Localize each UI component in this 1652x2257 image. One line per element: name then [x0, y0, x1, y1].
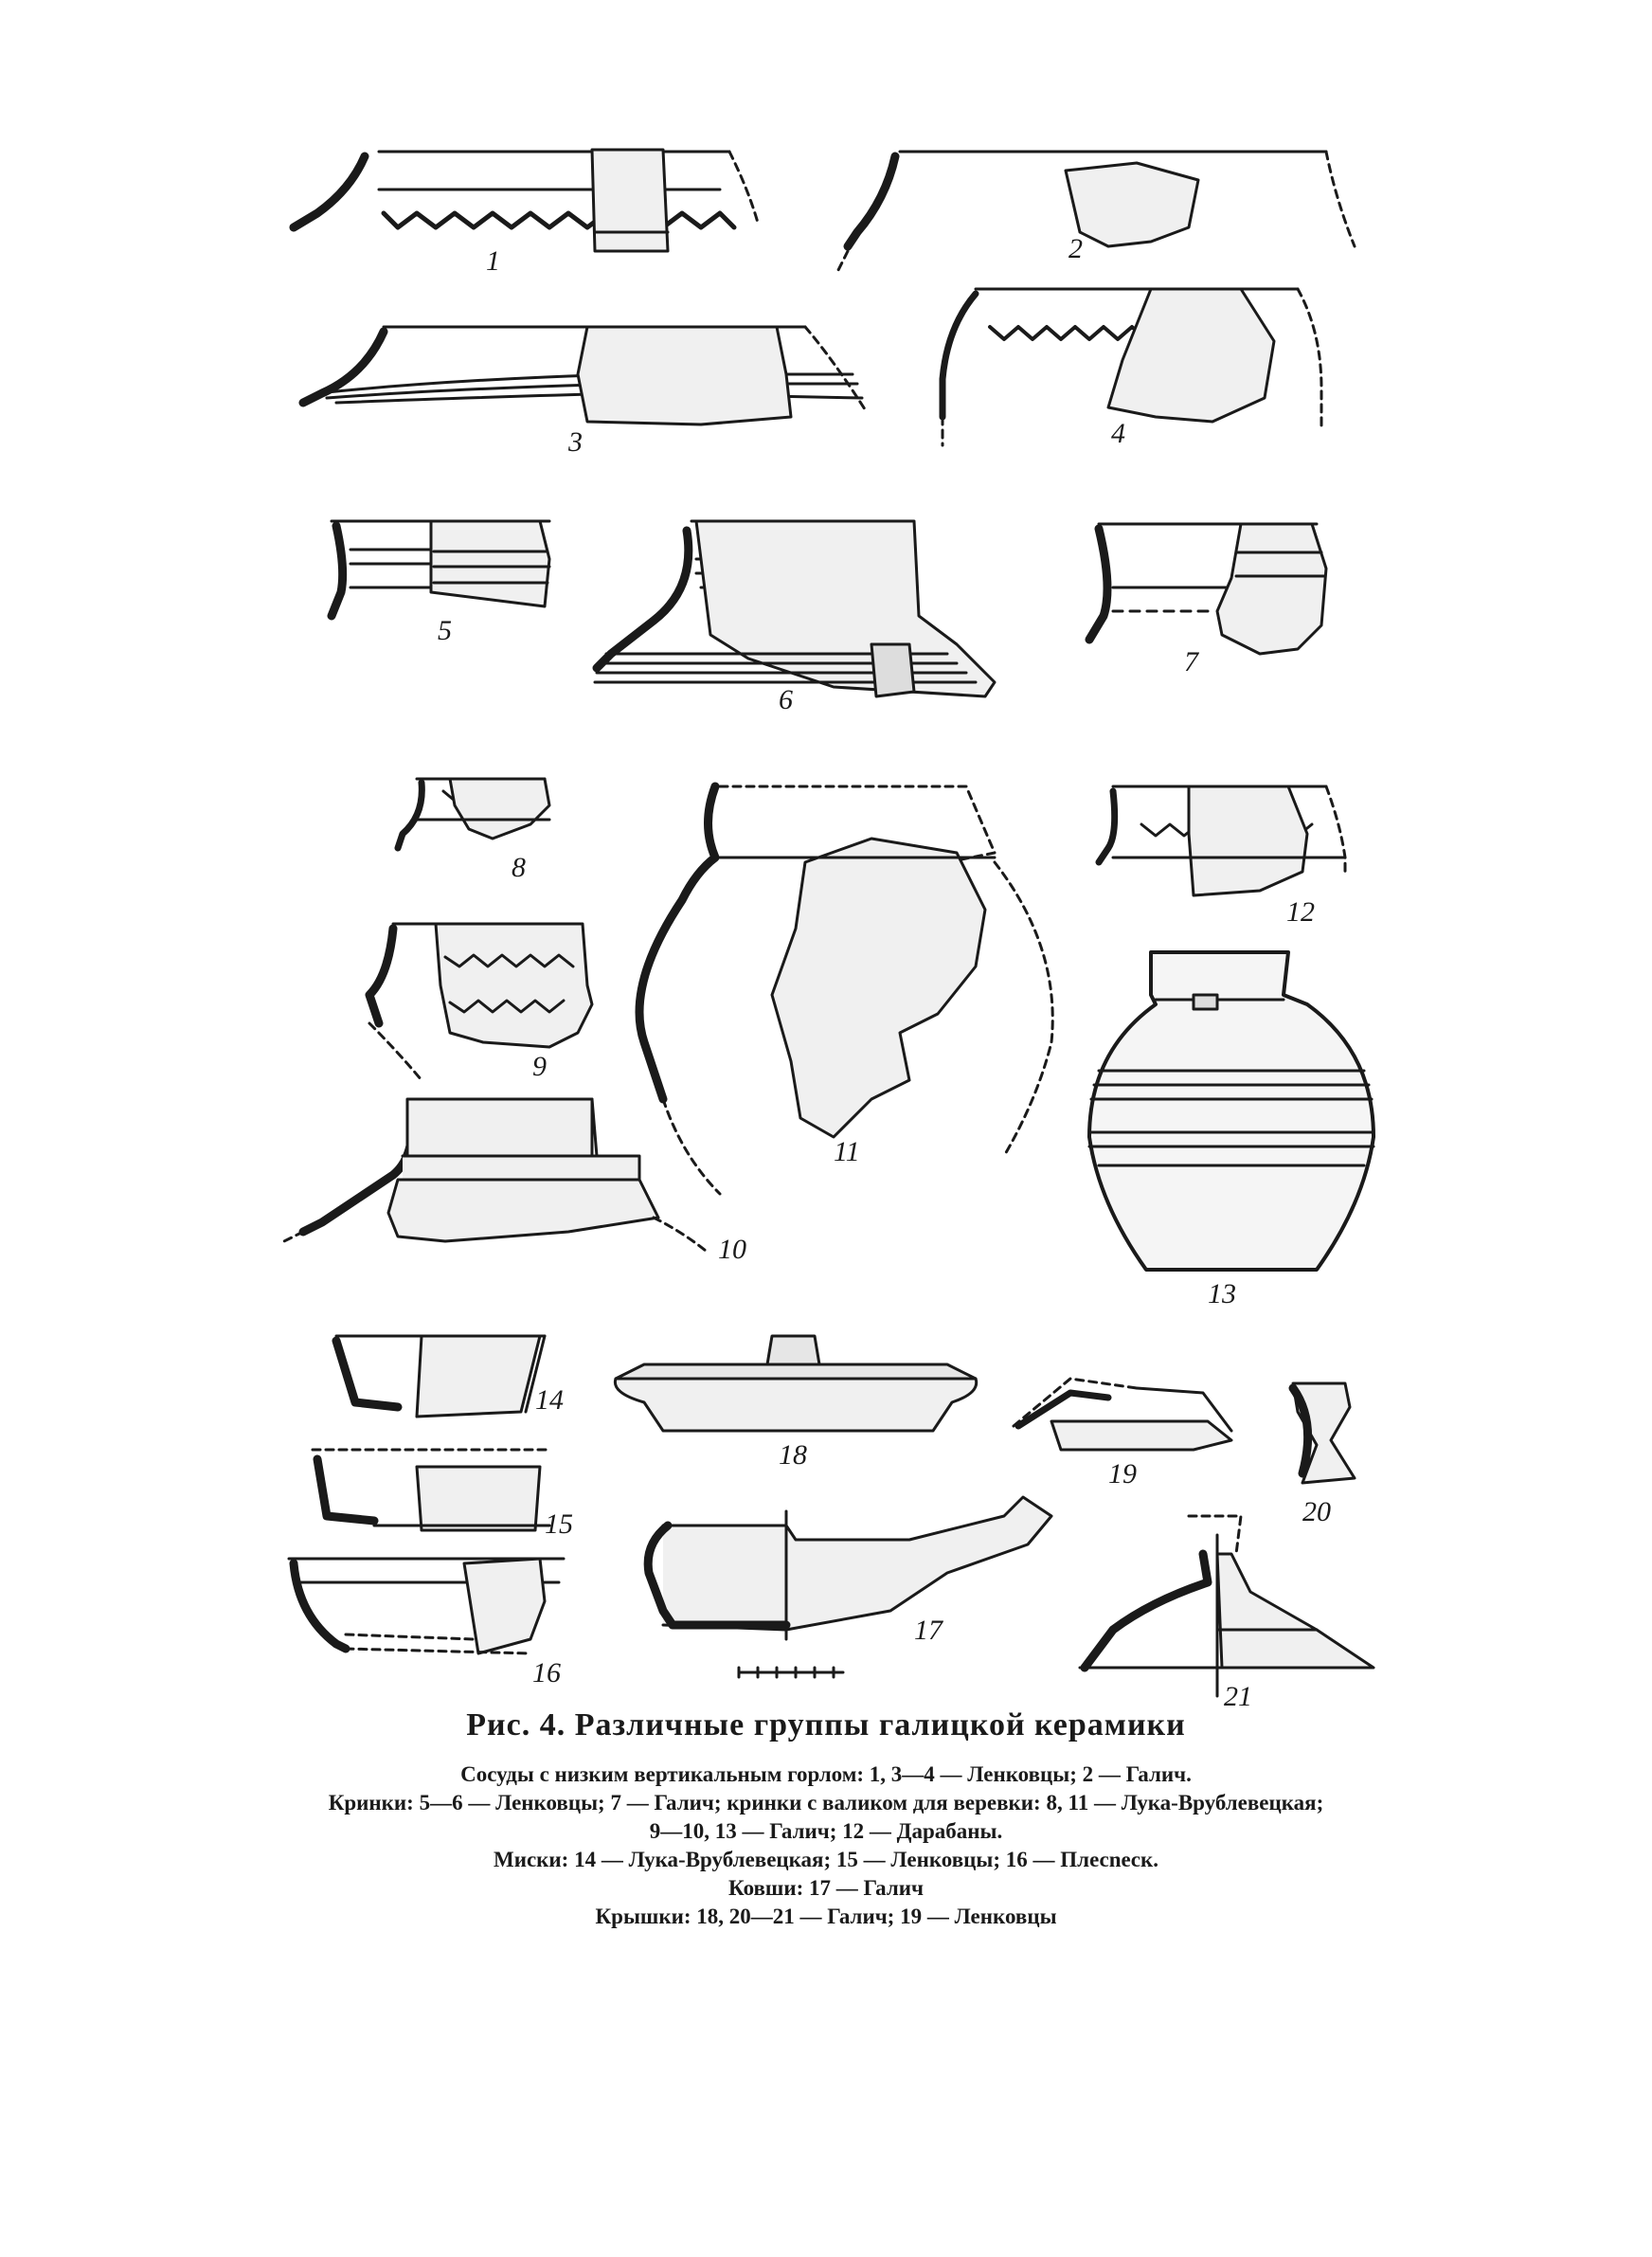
vessel-1 [294, 150, 758, 251]
vessel-21 [1080, 1516, 1374, 1696]
caption-line: 9—10, 13 — Галич; 12 — Дарабаны. [649, 1819, 1003, 1843]
figure-number-20: 20 [1302, 1496, 1331, 1527]
vessel-8 [398, 779, 549, 848]
figure-number-11: 11 [834, 1136, 860, 1167]
vessel-4 [943, 289, 1321, 445]
caption-line: Миски: 14 — Лука-Врублевецкая; 15 — Ленковцы; 16 — Плесneск. [494, 1848, 1158, 1871]
caption-line: Ковши: 17 — Галич [728, 1876, 924, 1900]
vessel-7 [1089, 524, 1326, 654]
figure-number-12: 12 [1286, 896, 1315, 928]
figure-number-14: 14 [535, 1384, 564, 1416]
caption-line: Кринки: 5—6 — Ленковцы; 7 — Галич; кринки с валиком для веревки: 8, 11 — Лука-Врублевецкая; [328, 1791, 1324, 1815]
figure-number-17: 17 [914, 1615, 943, 1646]
figure-number-18: 18 [779, 1439, 807, 1471]
caption-line: Сосуды с низким вертикальным горлом: 1, 3—4 — Ленковцы; 2 — Галич. [460, 1762, 1192, 1786]
vessel-2 [838, 152, 1355, 270]
caption-title: Рис. 4. Различные группы галицкой керамики [466, 1707, 1186, 1742]
vessel-18 [615, 1336, 976, 1431]
vessel-13 [1089, 952, 1374, 1270]
vessel-15 [313, 1450, 549, 1530]
vessel-20 [1293, 1383, 1355, 1483]
vessel-19 [1014, 1379, 1231, 1450]
vessel-17 [648, 1497, 1051, 1677]
figure-number-8: 8 [512, 852, 526, 883]
vessel-14 [336, 1336, 545, 1417]
vessel-11 [639, 786, 1052, 1194]
figure-number-1: 1 [486, 245, 500, 277]
vessel-10 [284, 1099, 706, 1251]
figure-number-5: 5 [438, 615, 452, 646]
figure-number-4: 4 [1111, 418, 1125, 449]
vessel-16 [289, 1559, 564, 1653]
figure-number-2: 2 [1068, 233, 1083, 264]
vessel-9 [369, 924, 592, 1080]
figure-number-19: 19 [1108, 1458, 1137, 1490]
figure-number-9: 9 [532, 1051, 547, 1082]
figure-number-15: 15 [545, 1508, 573, 1540]
figure-number-6: 6 [779, 684, 793, 715]
vessel-5 [332, 521, 549, 616]
figure-number-3: 3 [568, 426, 583, 458]
vessel-12 [1099, 786, 1345, 895]
figure-number-7: 7 [1184, 646, 1198, 677]
vessel-6 [595, 521, 995, 696]
figure-number-13: 13 [1208, 1278, 1236, 1309]
caption-line: Крышки: 18, 20—21 — Галич; 19 — Ленковцы [595, 1905, 1057, 1928]
figure-number-16: 16 [532, 1657, 561, 1688]
figure-number-10: 10 [718, 1234, 746, 1265]
figure-number-21: 21 [1224, 1681, 1252, 1712]
vessel-3 [303, 327, 867, 424]
